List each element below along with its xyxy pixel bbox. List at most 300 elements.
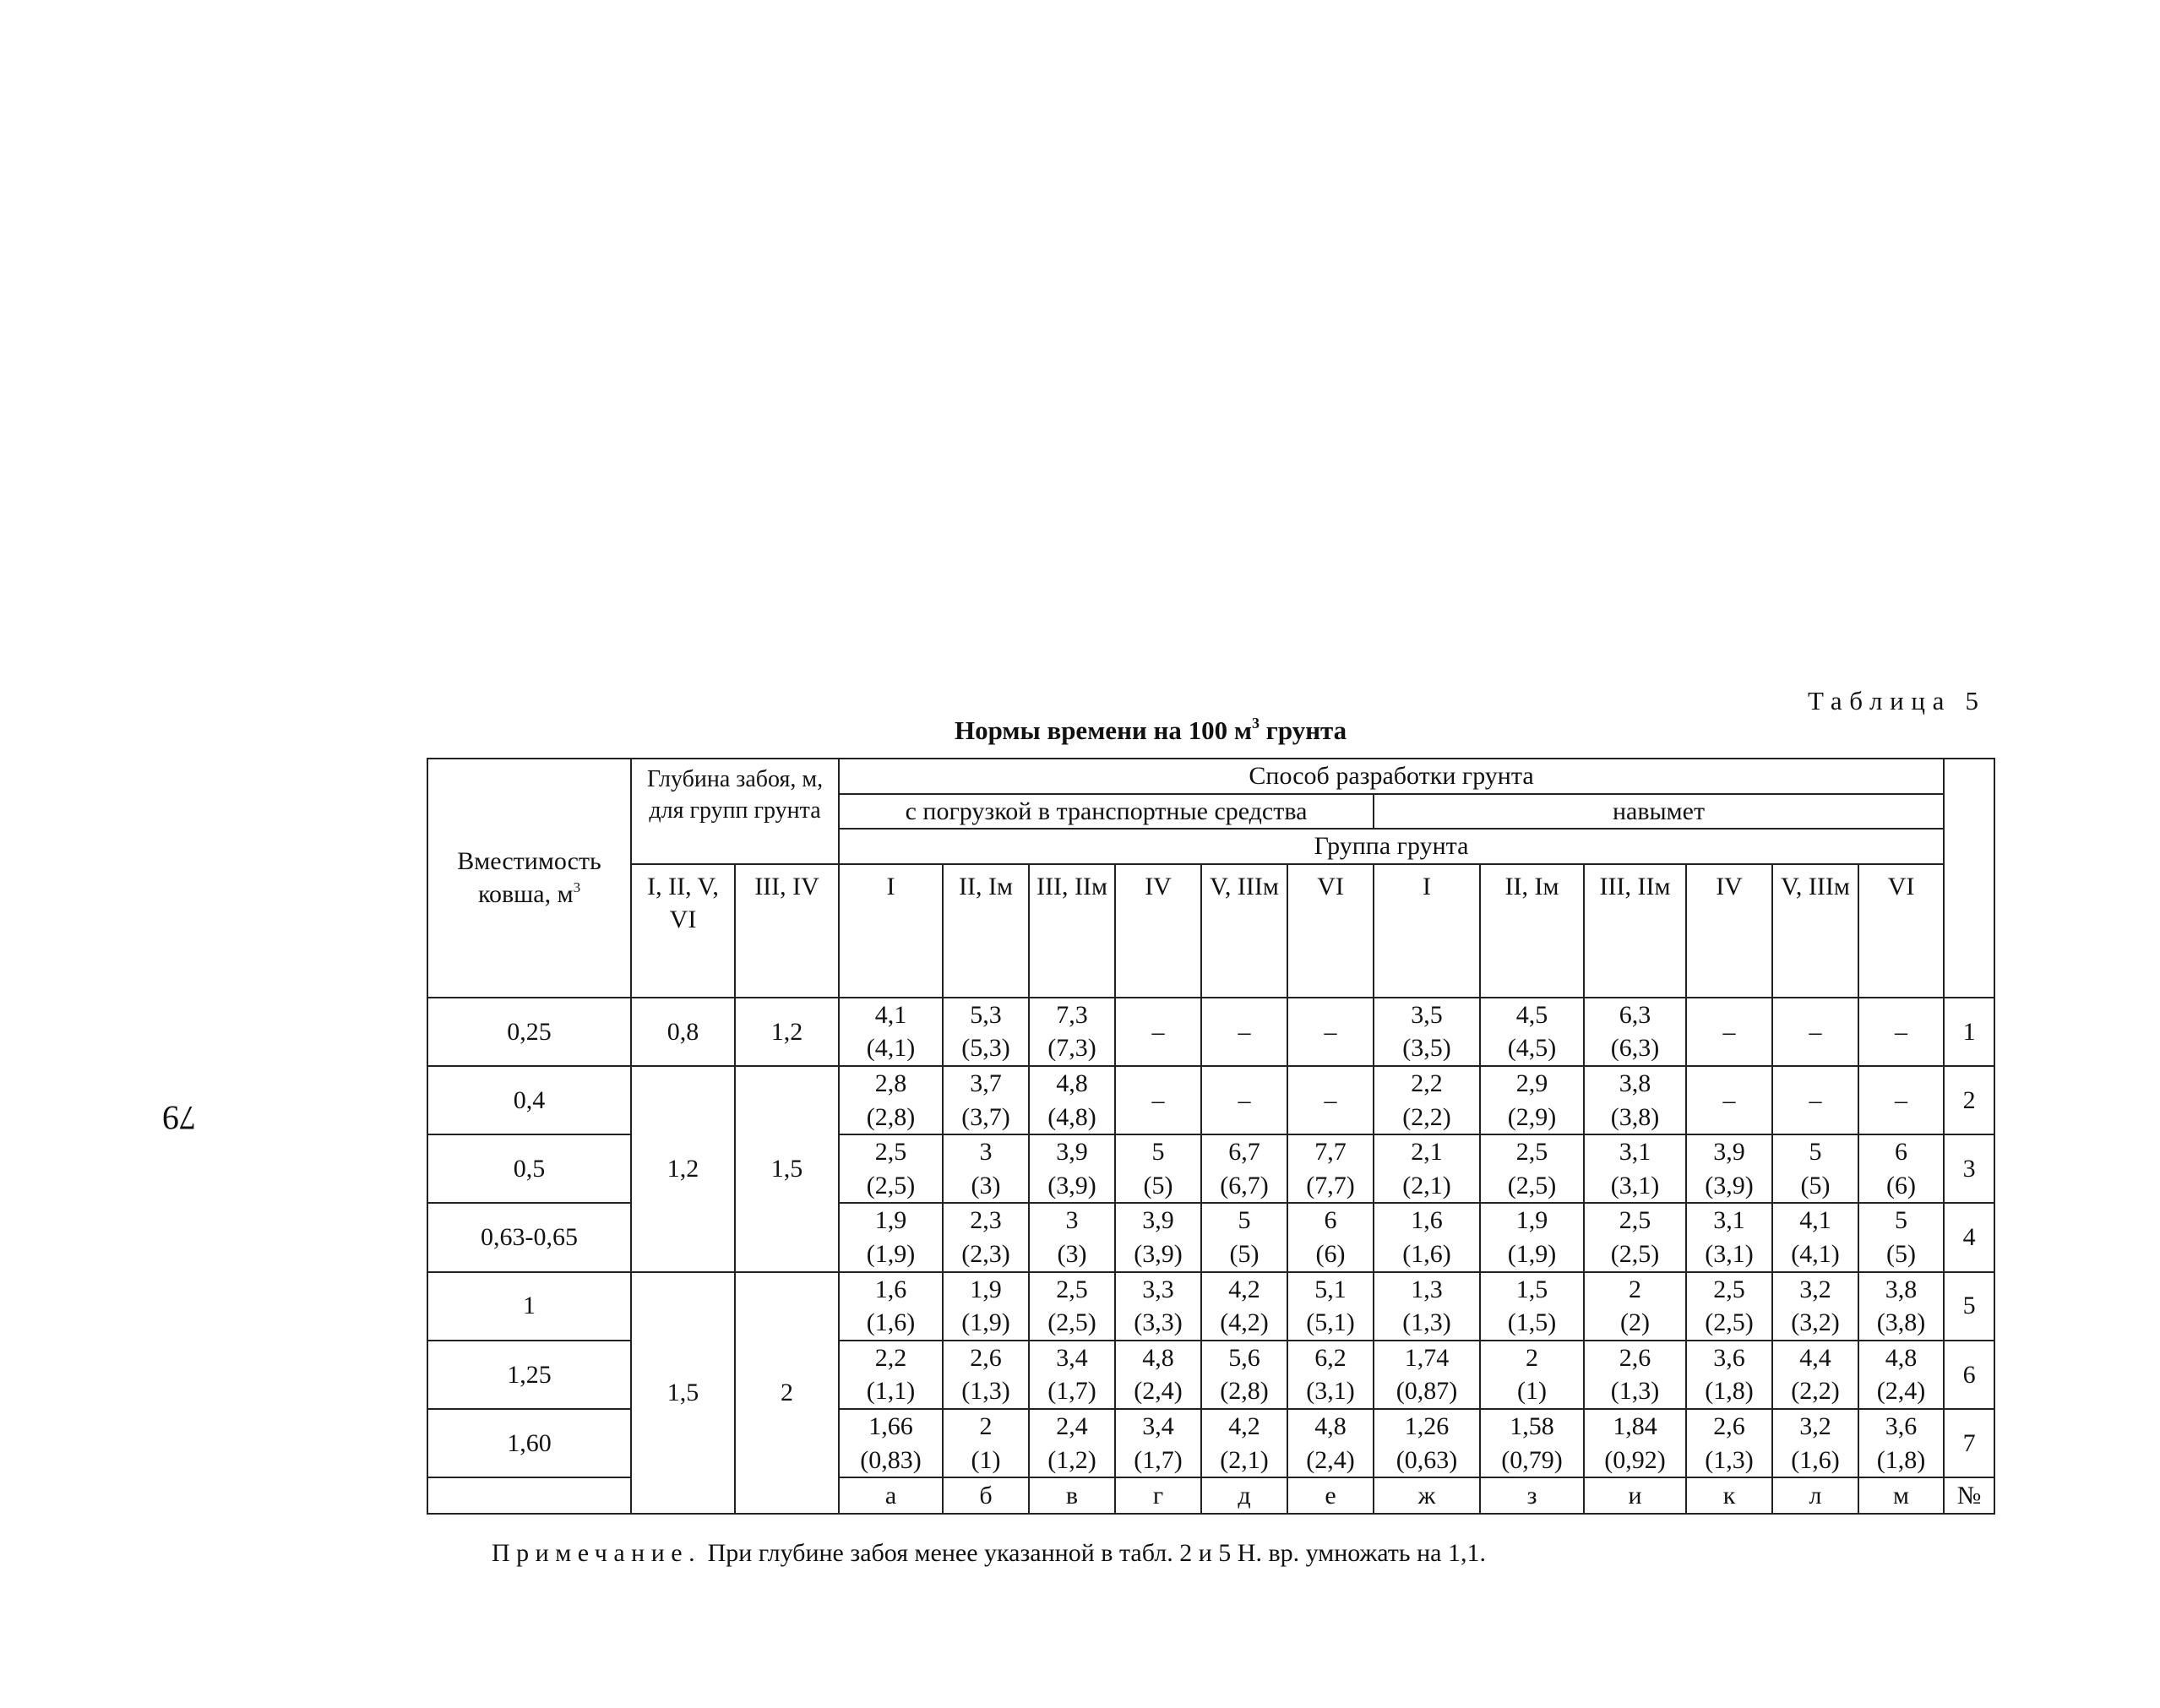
norms-table [427, 758, 1995, 1515]
depth-cell: 1,5 [735, 1066, 839, 1272]
norm-cell [1584, 1409, 1686, 1477]
norm-value: – [1895, 1017, 1908, 1046]
norm-value-bracketed: (2,5) [866, 1171, 916, 1199]
soil-group-cell: IV [1115, 864, 1201, 998]
soil-group-cell: V, IIIм [1201, 864, 1287, 998]
table-note [492, 1539, 1486, 1568]
soil-group-cell: IV [1686, 864, 1772, 998]
norm-value-bracketed: (1,7) [1047, 1377, 1096, 1406]
capacity-cell: 0,5 [427, 1134, 631, 1203]
norm-cell [943, 998, 1029, 1066]
depth-header: Глубина забоя, м, для групп грунта [631, 759, 839, 864]
norm-value: 2,2 [1411, 1069, 1443, 1097]
norm-value: 5 [1151, 1138, 1165, 1167]
norm-cell [1772, 1203, 1858, 1271]
capacity-cell: 0,25 [427, 998, 631, 1066]
table-label: Таблица 5 [1808, 686, 1986, 715]
norm-cell [1772, 1134, 1858, 1203]
letter-row-spacer [427, 1477, 839, 1514]
norm-value-bracketed: (2,8) [866, 1102, 916, 1131]
norm-value-bracketed: (4,2) [1220, 1308, 1269, 1337]
norm-value: 3,9 [1713, 1138, 1745, 1167]
norm-value: 1,74 [1404, 1343, 1450, 1372]
norm-value-bracketed: (6) [1315, 1239, 1346, 1268]
norm-value: 3,6 [1713, 1343, 1745, 1372]
norm-cell [1686, 1134, 1772, 1203]
norm-value-bracketed: (2,5) [1610, 1239, 1660, 1268]
row-number: 6 [1944, 1341, 1994, 1409]
norm-value: 4,5 [1515, 1000, 1548, 1029]
norm-value-bracketed: (4,1) [866, 1034, 916, 1063]
norm-value-bracketed: (4,8) [1047, 1102, 1096, 1131]
norm-value: 6 [1895, 1138, 1908, 1167]
norm-cell [1029, 998, 1115, 1066]
norm-cell [1115, 998, 1201, 1066]
soil-group-cell: V, IIIм [1772, 864, 1858, 998]
norm-cell [1772, 1272, 1858, 1341]
norm-cell [1115, 1272, 1201, 1341]
depth-cell: 1,5 [631, 1272, 735, 1515]
norm-cell [1858, 1272, 1944, 1341]
norm-cell [1201, 1272, 1287, 1341]
norm-cell [1686, 1272, 1772, 1341]
norm-cell [839, 1272, 943, 1341]
norm-value-bracketed: (0,83) [860, 1445, 922, 1474]
norm-cell [1029, 1203, 1115, 1271]
norm-value-bracketed: (3) [971, 1171, 1001, 1199]
norm-value: – [1809, 1017, 1822, 1046]
soil-group-cell: II, Iм [1480, 864, 1584, 998]
column-letter: б [943, 1477, 1029, 1514]
norm-value: 1,9 [1515, 1206, 1548, 1235]
row-number: 1 [1944, 998, 1994, 1066]
norm-value-bracketed: (1,9) [866, 1239, 916, 1268]
norm-value-bracketed: (5,3) [961, 1034, 1010, 1063]
soil-group-cell: VI [1858, 864, 1944, 998]
depth-group-header: I, II, V, VI [631, 864, 735, 998]
column-letter: м [1858, 1477, 1944, 1514]
norm-cell [1480, 1272, 1584, 1341]
norm-cell [1858, 1134, 1944, 1203]
norm-cell [1584, 998, 1686, 1066]
column-letter: а [839, 1477, 943, 1514]
norm-value-bracketed: (6) [1886, 1171, 1917, 1199]
norm-cell [1029, 1066, 1115, 1134]
norm-cell [1115, 1134, 1201, 1203]
norm-cell [839, 1341, 943, 1409]
norm-value: 4,1 [874, 1000, 907, 1029]
note-text: При глубине забоя менее указанной в табл. 2 и 5 Н. вр. умножать на 1,1. [701, 1539, 1486, 1567]
norm-value-bracketed: (2,2) [1791, 1377, 1840, 1406]
norm-cell [943, 1066, 1029, 1134]
norm-cell [1115, 1341, 1201, 1409]
column-letter: д [1201, 1477, 1287, 1514]
norm-value-bracketed: (2,9) [1507, 1102, 1557, 1131]
norm-cell [839, 998, 943, 1066]
norm-value-bracketed: (3,5) [1402, 1034, 1451, 1063]
norm-value-bracketed: (1,9) [961, 1308, 1010, 1337]
norm-cell [1374, 1066, 1480, 1134]
capacity-cell: 1,25 [427, 1341, 631, 1409]
norm-value-bracketed: (3,1) [1306, 1377, 1355, 1406]
norm-cell [839, 1203, 943, 1271]
capacity-cell: 0,4 [427, 1066, 631, 1134]
norm-value-bracketed: (1,5) [1507, 1308, 1557, 1337]
norm-cell [1480, 1134, 1584, 1203]
norm-value: 4,8 [1885, 1343, 1918, 1372]
norm-value: 1,3 [1411, 1275, 1443, 1303]
soil-group-cell: III, IIм [1584, 864, 1686, 998]
norm-value: 4,8 [1314, 1412, 1347, 1440]
norm-value: 6,2 [1314, 1343, 1347, 1372]
column-letter: и [1584, 1477, 1686, 1514]
depth-cell: 1,2 [735, 998, 839, 1066]
norm-value: 2,1 [1411, 1138, 1443, 1167]
norm-value-bracketed: (1,1) [866, 1377, 916, 1406]
norm-value-bracketed: (7,3) [1047, 1034, 1096, 1063]
depth-group-header: III, IV [735, 864, 839, 998]
soil-group-cell: I [1374, 864, 1480, 998]
norm-value: 6,3 [1619, 1000, 1651, 1029]
norm-value-bracketed: (1,7) [1134, 1445, 1183, 1474]
norm-value: 2,5 [1619, 1206, 1651, 1235]
norm-value: 2 [1526, 1343, 1539, 1372]
soil-group-header: Группа грунта [839, 829, 1944, 864]
norm-cell [1029, 1409, 1115, 1477]
norm-value: – [1324, 1085, 1337, 1114]
norm-value: 2,6 [970, 1343, 1002, 1372]
norm-cell [1287, 1409, 1374, 1477]
norm-value: 3,8 [1885, 1275, 1918, 1303]
norm-cell [1115, 1203, 1201, 1271]
norm-value: 4,8 [1142, 1343, 1174, 1372]
norm-value-bracketed: (2,3) [961, 1239, 1010, 1268]
norm-value: 3,9 [1142, 1206, 1174, 1235]
norm-cell [1480, 1341, 1584, 1409]
norm-value: 3,9 [1056, 1138, 1088, 1167]
norm-value: 1,66 [868, 1412, 913, 1440]
norm-value-bracketed: (2,5) [1047, 1308, 1096, 1337]
norm-cell [1686, 998, 1772, 1066]
norm-value-bracketed: (2,5) [1507, 1171, 1557, 1199]
depth-cell: 2 [735, 1272, 839, 1515]
norm-cell [1480, 1066, 1584, 1134]
norm-cell [1115, 1066, 1201, 1134]
method-header: Способ разработки грунта [839, 759, 1944, 794]
norm-value-bracketed: (5) [1800, 1171, 1831, 1199]
table-title [955, 715, 1347, 746]
row-number: 2 [1944, 1066, 1994, 1134]
norm-value: 1,26 [1404, 1412, 1450, 1440]
norm-value: 5,1 [1314, 1275, 1347, 1303]
norm-cell [1858, 1066, 1944, 1134]
soil-group-cell: III, IIм [1029, 864, 1115, 998]
norm-cell [1480, 1203, 1584, 1271]
row-number: 3 [1944, 1134, 1994, 1203]
norm-value-bracketed: (2,5) [1705, 1308, 1754, 1337]
norm-value-bracketed: (2,1) [1402, 1171, 1451, 1199]
norm-value-bracketed: (2,4) [1876, 1377, 1926, 1406]
norm-value: 1,9 [874, 1206, 907, 1235]
norm-value-bracketed: (3,9) [1134, 1239, 1183, 1268]
norm-value-bracketed: (1,3) [961, 1377, 1010, 1406]
norm-value: 7,3 [1056, 1000, 1088, 1029]
norm-value: 3 [1065, 1206, 1079, 1235]
norm-value-bracketed: (4,1) [1791, 1239, 1840, 1268]
norm-cell [1287, 998, 1374, 1066]
norm-cell [1374, 1134, 1480, 1203]
norm-cell [1584, 1066, 1686, 1134]
row-number: 4 [1944, 1203, 1994, 1271]
norm-cell [1115, 1409, 1201, 1477]
norm-cell [1772, 998, 1858, 1066]
norm-cell [1374, 1409, 1480, 1477]
number-column-header [1944, 759, 1994, 998]
norm-cell [1374, 1272, 1480, 1341]
norm-value: 1,6 [1411, 1206, 1443, 1235]
norm-value-bracketed: (0,63) [1396, 1445, 1458, 1474]
norm-value-bracketed: (1,8) [1705, 1377, 1754, 1406]
norm-value: 3,2 [1799, 1412, 1831, 1440]
norm-value-bracketed: (1,6) [1791, 1445, 1840, 1474]
norm-cell [1686, 1409, 1772, 1477]
norm-cell [839, 1409, 943, 1477]
norm-value: 2 [1629, 1275, 1642, 1303]
norm-value: – [1895, 1085, 1908, 1114]
capacity-header: Вместимость ковша, $м^3$ [427, 759, 631, 998]
norm-value-bracketed: (5,1) [1306, 1308, 1355, 1337]
norm-cell [1287, 1066, 1374, 1134]
norm-value-bracketed: (3,8) [1610, 1102, 1660, 1131]
norm-cell [1584, 1134, 1686, 1203]
norm-value-bracketed: (5) [1143, 1171, 1173, 1199]
norm-value-bracketed: (2,4) [1134, 1377, 1183, 1406]
norm-cell [1858, 1341, 1944, 1409]
norm-value: 3,1 [1713, 1206, 1745, 1235]
norm-cell [1029, 1134, 1115, 1203]
norm-value: 2,6 [1619, 1343, 1651, 1372]
cast-header: навымет [1374, 794, 1944, 830]
norm-cell [943, 1203, 1029, 1271]
norm-value: 3,6 [1885, 1412, 1918, 1440]
norm-value-bracketed: (3,7) [961, 1102, 1010, 1131]
norm-value: 4,1 [1799, 1206, 1831, 1235]
norm-value-bracketed: (3,9) [1705, 1171, 1754, 1199]
norm-value: – [1809, 1085, 1822, 1114]
norm-cell [1858, 1409, 1944, 1477]
norm-value-bracketed: (2,8) [1220, 1377, 1269, 1406]
norm-cell [1480, 998, 1584, 1066]
norm-value: 3,1 [1619, 1138, 1651, 1167]
norm-cell [943, 1272, 1029, 1341]
norm-value-bracketed: (3,1) [1610, 1171, 1660, 1199]
column-letter: е [1287, 1477, 1374, 1514]
norm-value-bracketed: (1,6) [866, 1308, 916, 1337]
capacity-cell: 0,63-0,65 [427, 1203, 631, 1271]
norm-value: 5,3 [970, 1000, 1002, 1029]
norm-cell [1287, 1272, 1374, 1341]
norm-cell [1029, 1341, 1115, 1409]
capacity-cell: 1,60 [427, 1409, 631, 1477]
norm-value-bracketed: (6,3) [1610, 1034, 1660, 1063]
depth-cell: 1,2 [631, 1066, 735, 1272]
norm-value: 1,84 [1613, 1412, 1657, 1440]
norm-cell [1772, 1341, 1858, 1409]
note-lead: Примечание. [492, 1539, 702, 1567]
soil-group-cell: I [839, 864, 943, 998]
norm-cell [943, 1409, 1029, 1477]
norm-value: 3,8 [1619, 1069, 1651, 1097]
norm-value: 2,8 [874, 1069, 907, 1097]
norm-value: 3,2 [1799, 1275, 1831, 1303]
norm-value: 1,6 [874, 1275, 907, 1303]
norm-value-bracketed: (5) [1886, 1239, 1917, 1268]
norm-value: 5 [1238, 1206, 1251, 1235]
norm-value-bracketed: (1,8) [1876, 1445, 1926, 1474]
title-text: Нормы времени на 100 м [955, 715, 1253, 745]
norm-cell [1201, 998, 1287, 1066]
norm-value-bracketed: (7,7) [1306, 1171, 1355, 1199]
norm-cell [1584, 1341, 1686, 1409]
row-number: 7 [1944, 1409, 1994, 1477]
norm-value-bracketed: (2,2) [1402, 1102, 1451, 1131]
norm-cell [1772, 1066, 1858, 1134]
norm-value-bracketed: (1,2) [1047, 1445, 1096, 1474]
norm-cell [943, 1341, 1029, 1409]
norm-value: 2,9 [1515, 1069, 1548, 1097]
number-symbol: № [1944, 1477, 1994, 1514]
norm-value-bracketed: (0,87) [1396, 1377, 1458, 1406]
column-letter: в [1029, 1477, 1115, 1514]
row-number: 5 [1944, 1272, 1994, 1341]
norm-value: – [1151, 1085, 1165, 1114]
norm-cell [1029, 1272, 1115, 1341]
norm-cell [1287, 1134, 1374, 1203]
norm-value-bracketed: (3,3) [1134, 1308, 1183, 1337]
norm-value: 1,9 [970, 1275, 1002, 1303]
norm-value: 3,4 [1056, 1343, 1088, 1372]
norm-value: 6 [1324, 1206, 1337, 1235]
norm-value: 7,7 [1314, 1138, 1347, 1167]
page-number: 79 [162, 1099, 196, 1137]
norm-cell [1686, 1203, 1772, 1271]
column-letter: л [1772, 1477, 1858, 1514]
norm-value: 2,5 [874, 1138, 907, 1167]
norm-cell [1686, 1066, 1772, 1134]
norm-value: 3 [979, 1138, 993, 1167]
norm-value-bracketed: (0,79) [1501, 1445, 1563, 1474]
soil-group-cell: VI [1287, 864, 1374, 998]
norm-value: 4,2 [1228, 1275, 1260, 1303]
norm-value-bracketed: (3,2) [1791, 1308, 1840, 1337]
norm-value: – [1151, 1017, 1165, 1046]
norm-value: – [1324, 1017, 1337, 1046]
title-superscript: 3 [1252, 715, 1260, 732]
norm-value-bracketed: (0,92) [1604, 1445, 1666, 1474]
norm-value: 2 [979, 1412, 993, 1440]
norm-value-bracketed: (2,4) [1306, 1445, 1355, 1474]
norm-value: 3,5 [1411, 1000, 1443, 1029]
norm-value: 1,58 [1510, 1412, 1554, 1440]
norm-cell [839, 1066, 943, 1134]
norm-cell [1374, 1203, 1480, 1271]
norm-value: 4,2 [1228, 1412, 1260, 1440]
norm-cell [1858, 1203, 1944, 1271]
norm-value-bracketed: (3) [1057, 1239, 1087, 1268]
norm-cell [1584, 1203, 1686, 1271]
norm-value-bracketed: (1) [1517, 1377, 1547, 1406]
norm-cell [1374, 1341, 1480, 1409]
norm-value: 4,8 [1056, 1069, 1088, 1097]
norm-value: – [1722, 1017, 1736, 1046]
norm-value-bracketed: (1,3) [1402, 1308, 1451, 1337]
norm-cell [1480, 1409, 1584, 1477]
norm-cell [1201, 1341, 1287, 1409]
norm-value-bracketed: (1,6) [1402, 1239, 1451, 1268]
norm-value: – [1722, 1085, 1736, 1114]
norm-value-bracketed: (3,1) [1705, 1239, 1754, 1268]
norm-value: 2,4 [1056, 1412, 1088, 1440]
norm-value-bracketed: (1,3) [1610, 1377, 1660, 1406]
norm-value: 6,7 [1228, 1138, 1260, 1167]
norm-value: – [1238, 1017, 1251, 1046]
norm-cell [1201, 1134, 1287, 1203]
norm-cell [1201, 1203, 1287, 1271]
norm-value: 5 [1895, 1206, 1908, 1235]
depth-cell: 0,8 [631, 998, 735, 1066]
norm-value-bracketed: (1) [971, 1445, 1001, 1474]
norm-value-bracketed: (3,8) [1876, 1308, 1926, 1337]
norm-value: 2,5 [1515, 1138, 1548, 1167]
title-tail: грунта [1260, 715, 1347, 745]
norm-cell [1584, 1272, 1686, 1341]
norm-value-bracketed: (2) [1620, 1308, 1650, 1337]
column-letter: з [1480, 1477, 1584, 1514]
norm-value: 2,3 [970, 1206, 1002, 1235]
soil-group-cell: II, Iм [943, 864, 1029, 998]
capacity-cell: 1 [427, 1272, 631, 1341]
norm-value: 1,5 [1515, 1275, 1548, 1303]
norm-value-bracketed: (1,9) [1507, 1239, 1557, 1268]
norm-value: 2,6 [1713, 1412, 1745, 1440]
norm-value: 2,5 [1056, 1275, 1088, 1303]
norm-value: – [1238, 1085, 1251, 1114]
norm-cell [1201, 1409, 1287, 1477]
norm-value: 2,5 [1713, 1275, 1745, 1303]
norm-value: 5 [1809, 1138, 1822, 1167]
norm-value-bracketed: (3,9) [1047, 1171, 1096, 1199]
column-letter: к [1686, 1477, 1772, 1514]
norm-cell [1287, 1341, 1374, 1409]
norm-cell [1287, 1203, 1374, 1271]
norm-value: 2,2 [874, 1343, 907, 1372]
norm-cell [1858, 998, 1944, 1066]
loading-header: с погрузкой в транспортные средства [839, 794, 1374, 830]
norm-cell [839, 1134, 943, 1203]
norm-value: 4,4 [1799, 1343, 1831, 1372]
norm-cell [1201, 1066, 1287, 1134]
norm-value-bracketed: (4,5) [1507, 1034, 1557, 1063]
norm-value-bracketed: (1,3) [1705, 1445, 1754, 1474]
norm-value: 5,6 [1228, 1343, 1260, 1372]
norm-cell [1374, 998, 1480, 1066]
column-letter: г [1115, 1477, 1201, 1514]
norm-value: 3,4 [1142, 1412, 1174, 1440]
column-letter: ж [1374, 1477, 1480, 1514]
norm-cell [943, 1134, 1029, 1203]
norm-value-bracketed: (6,7) [1220, 1171, 1269, 1199]
norm-cell [1686, 1341, 1772, 1409]
